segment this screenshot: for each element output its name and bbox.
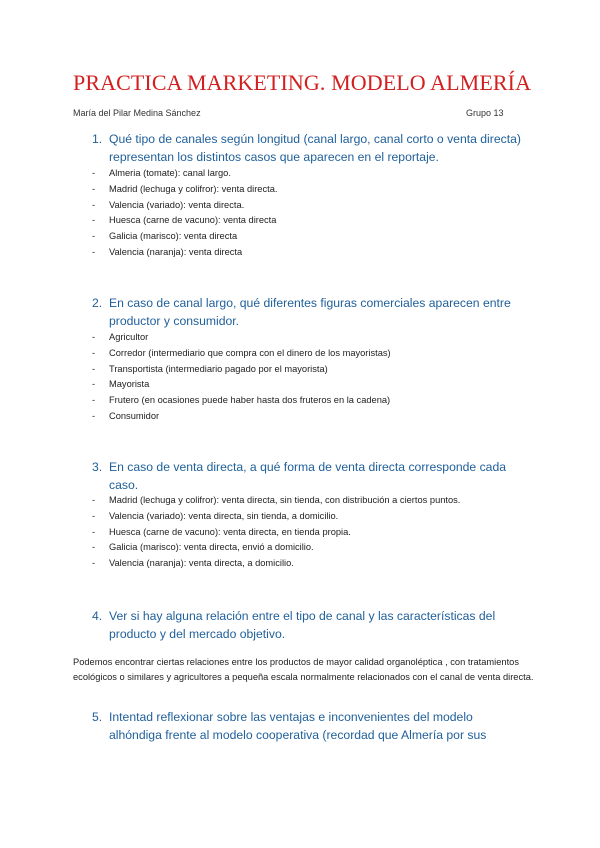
question-text: Qué tipo de canales según longitud (canal largo, canal corto o venta directa) representan los distintos casos que aparecen en el reportaje.	[109, 132, 521, 164]
list-item: - Galicia (marisco): venta directa, envió a domicilio.	[92, 540, 532, 556]
list-item: - Mayorista	[92, 377, 532, 393]
list-item: - Huesca (carne de vacuno): venta directa, en tienda propia.	[92, 525, 532, 541]
list-item: - Transportista (intermediario pagado por el mayorista)	[92, 362, 532, 378]
author-name: María del Pilar Medina Sánchez	[73, 108, 201, 118]
list-item: - Frutero (en ocasiones puede haber hasta dos fruteros en la cadena)	[92, 393, 532, 409]
group-number: Grupo 13	[466, 108, 504, 118]
list-item: - Valencia (variado): venta directa, sin tienda, a domicilio.	[92, 509, 532, 525]
answer-list-1	[92, 166, 532, 261]
list-item: - Valencia (naranja): venta directa, a domicilio.	[92, 556, 532, 572]
list-item: - Madrid (lechuga y colifror): venta directa, sin tienda, con distribución a ciertos puntos.	[92, 493, 532, 509]
question-text: En caso de venta directa, a qué forma de venta directa corresponde cada caso.	[109, 460, 507, 492]
question-5	[92, 708, 522, 744]
list-item: - Agricultor	[92, 330, 532, 346]
question-text: Intentad reflexionar sobre las ventajas e inconvenientes del modelo alhóndiga frente al modelo cooperativa (recordad que Almería por sus	[109, 710, 487, 742]
list-item: - Consumidor	[92, 409, 532, 425]
question-text: Ver si hay alguna relación entre el tipo de canal y las características del producto y del mercado objetivo.	[109, 609, 496, 641]
list-item: - Valencia (naranja): venta directa	[92, 245, 532, 261]
question-number: 5.	[92, 710, 103, 724]
question-number: 2.	[92, 296, 103, 310]
question-number: 1.	[92, 132, 103, 146]
list-item: - Corredor (intermediario que compra con el dinero de los mayoristas)	[92, 346, 532, 362]
question-1	[92, 130, 522, 166]
list-item: - Madrid (lechuga y colifror): venta directa.	[92, 182, 532, 198]
answer-list-3	[92, 493, 532, 572]
answer-list-2	[92, 330, 532, 425]
question-number: 4.	[92, 609, 103, 623]
list-item: - Huesca (carne de vacuno): venta directa	[92, 213, 532, 229]
list-item: - Galicia (marisco): venta directa	[92, 229, 532, 245]
question-4	[92, 607, 522, 643]
question-3	[92, 458, 522, 494]
question-2	[92, 294, 522, 330]
document-title: PRACTICA MARKETING. MODELO ALMERÍA	[73, 70, 532, 95]
list-item: - Valencia (variado): venta directa.	[92, 198, 532, 214]
question-number: 3.	[92, 460, 103, 474]
list-item: - Almeria (tomate): canal largo.	[92, 166, 532, 182]
answer-paragraph-4: Podemos encontrar ciertas relaciones entre los productos de mayor calidad organoléptica , con tratamientos ecológicos o similares y agricultores a pequeña escala normalmente relacionados con el canal de venta directa.	[73, 657, 534, 682]
question-text: En caso de canal largo, qué diferentes figuras comerciales aparecen entre productor y consumidor.	[109, 296, 511, 328]
